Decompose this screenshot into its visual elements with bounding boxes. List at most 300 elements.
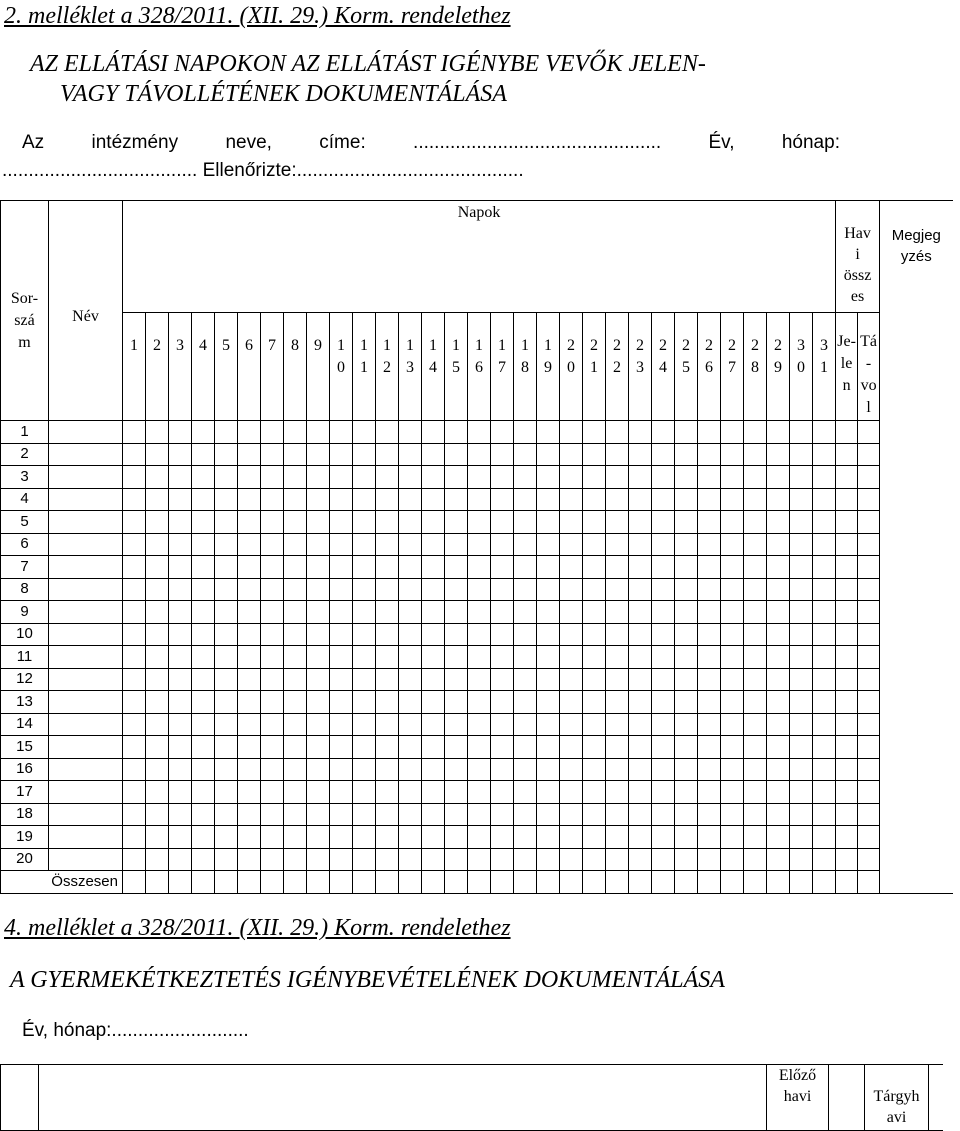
name-cell (49, 488, 123, 511)
attendance-cell (560, 848, 583, 871)
day-header-25: 2 5 (675, 313, 698, 421)
attendance-cell (169, 826, 192, 849)
attendance-cell (284, 578, 307, 601)
attendance-cell (307, 803, 330, 826)
year-month-label-honap: hónap: (781, 132, 840, 153)
attendance-cell (399, 578, 422, 601)
attendance-cell (583, 511, 606, 534)
attendance-cell (123, 421, 146, 444)
attendance-cell (537, 781, 560, 804)
attendance-cell (491, 443, 514, 466)
table-row (1, 488, 953, 511)
attendance-cell (238, 736, 261, 759)
attendance-cell (790, 443, 813, 466)
megjegyzes-column: Megjeg yzés (880, 201, 953, 894)
attendance-cell (491, 421, 514, 444)
attendance-cell (238, 691, 261, 714)
total-row (1, 871, 953, 894)
attendance-cell (445, 691, 468, 714)
attendance-cell (790, 646, 813, 669)
attendance-cell (445, 466, 468, 489)
attendance-cell (192, 623, 215, 646)
name-cell (49, 848, 123, 871)
attendance-cell (629, 803, 652, 826)
row-number: 12 (1, 668, 49, 691)
attendance-cell (238, 421, 261, 444)
attendance-cell (399, 466, 422, 489)
name-cell (49, 781, 123, 804)
attendance-cell (238, 646, 261, 669)
attendance-cell (376, 736, 399, 759)
attendance-cell (330, 443, 353, 466)
attendance-cell (146, 803, 169, 826)
attendance-cell (422, 443, 445, 466)
attendance-cell (146, 533, 169, 556)
attendance-cell (422, 646, 445, 669)
attendance-cell (307, 443, 330, 466)
attendance-cell (698, 758, 721, 781)
attendance-cell (284, 803, 307, 826)
attendance-cell (698, 623, 721, 646)
attendance-cell (721, 781, 744, 804)
attendance-cell (169, 578, 192, 601)
attendance-cell (744, 713, 767, 736)
attendance-cell (192, 466, 215, 489)
row-number: 14 (1, 713, 49, 736)
attendance-cell (813, 533, 836, 556)
attendance-cell (146, 713, 169, 736)
attendance-cell (813, 803, 836, 826)
attendance-cell (491, 556, 514, 579)
attendance-cell (330, 736, 353, 759)
attendance-cell (445, 803, 468, 826)
row-number: 15 (1, 736, 49, 759)
attendance-cell (698, 736, 721, 759)
attendance-cell (514, 848, 537, 871)
attendance-cell (514, 781, 537, 804)
attendance-cell (491, 713, 514, 736)
attendance-cell (813, 826, 836, 849)
attendance-cell (399, 623, 422, 646)
attendance-cell (284, 443, 307, 466)
day-header-2: 2 (146, 313, 169, 421)
attendance-cell (813, 848, 836, 871)
attendance-cell (169, 623, 192, 646)
attendance-cell (652, 578, 675, 601)
attendance-cell (560, 826, 583, 849)
attendance-cell (629, 578, 652, 601)
attendance-cell (261, 533, 284, 556)
attendance-cell (790, 781, 813, 804)
attendance-cell (629, 871, 652, 894)
attendance-cell (330, 781, 353, 804)
attendance-cell (307, 758, 330, 781)
attendance-cell (422, 691, 445, 714)
checked-line (2, 160, 524, 182)
attendance-cell (123, 511, 146, 534)
main-title-line-2: VAGY TÁVOLLÉTÉNEK DOKUMENTÁLÁSA (60, 81, 507, 107)
tavol-header: Tá - vo l (858, 313, 880, 421)
attendance-cell (629, 443, 652, 466)
attendance-cell (353, 646, 376, 669)
attendance-cell (307, 781, 330, 804)
attendance-cell (376, 601, 399, 624)
attendance-cell (721, 758, 744, 781)
attendance-cell (261, 578, 284, 601)
attendance-cell (238, 848, 261, 871)
attendance-cell (836, 848, 858, 871)
attendance-cell (583, 443, 606, 466)
table-row (1, 556, 953, 579)
attendance-cell (123, 443, 146, 466)
attendance-cell (445, 736, 468, 759)
attendance-cell (445, 443, 468, 466)
attendance-cell (744, 736, 767, 759)
attendance-cell (767, 871, 790, 894)
attendance-cell (836, 421, 858, 444)
attendance-cell (790, 758, 813, 781)
attendance-cell (767, 826, 790, 849)
attendance-cell (353, 623, 376, 646)
row-number: 11 (1, 646, 49, 669)
attendance-cell (721, 646, 744, 669)
attendance-cell (629, 511, 652, 534)
attendance-cell (353, 848, 376, 871)
attendance-cell (560, 533, 583, 556)
attendance-cell (858, 736, 880, 759)
attendance-cell (422, 871, 445, 894)
day-header-22: 2 2 (606, 313, 629, 421)
attendance-cell (790, 511, 813, 534)
attendance-cell (146, 736, 169, 759)
attendance-cell (284, 511, 307, 534)
attendance-cell (606, 466, 629, 489)
attendance-cell (813, 781, 836, 804)
attendance-cell (858, 533, 880, 556)
attendance-cell (675, 443, 698, 466)
name-cell (49, 556, 123, 579)
attendance-cell (422, 803, 445, 826)
day-header-24: 2 4 (652, 313, 675, 421)
attendance-cell (376, 646, 399, 669)
attendance-cell (307, 511, 330, 534)
attendance-cell (146, 758, 169, 781)
attendance-cell (790, 623, 813, 646)
attendance-cell (399, 443, 422, 466)
attendance-cell (836, 556, 858, 579)
attendance-cell (330, 646, 353, 669)
attendance-cell (123, 848, 146, 871)
attendance-cell (675, 871, 698, 894)
attendance-cell (468, 533, 491, 556)
attendance-cell (514, 578, 537, 601)
attendance-cell (468, 511, 491, 534)
table-row (1, 826, 953, 849)
attendance-cell (353, 691, 376, 714)
table-row (1, 713, 953, 736)
attendance-cell (583, 736, 606, 759)
attendance-cell (675, 668, 698, 691)
attendance-cell (836, 781, 858, 804)
attendance-cell (468, 736, 491, 759)
attendance-cell (629, 691, 652, 714)
attendance-cell (583, 668, 606, 691)
attendance-cell (192, 736, 215, 759)
attendance-cell (698, 443, 721, 466)
attendance-cell (261, 556, 284, 579)
row-number: 2 (1, 443, 49, 466)
attendance-cell (307, 578, 330, 601)
attendance-cell (721, 421, 744, 444)
attendance-cell (284, 668, 307, 691)
attendance-cell (307, 421, 330, 444)
attendance-cell (606, 556, 629, 579)
attendance-cell (767, 646, 790, 669)
checked-dots: ........................................... (296, 160, 524, 181)
attendance-cell (169, 421, 192, 444)
attendance-cell (652, 736, 675, 759)
attendance-cell (813, 646, 836, 669)
attendance-cell (192, 646, 215, 669)
attendance-cell (652, 623, 675, 646)
attendance-cell (790, 736, 813, 759)
attendance-cell (491, 623, 514, 646)
attendance-cell (169, 713, 192, 736)
attendance-cell (215, 646, 238, 669)
day-header-6: 6 (238, 313, 261, 421)
attendance-cell (744, 421, 767, 444)
attendance-cell (583, 578, 606, 601)
attendance-cell (652, 421, 675, 444)
attendance-cell (353, 781, 376, 804)
attendance-cell (675, 826, 698, 849)
attendance-cell (238, 601, 261, 624)
attendance-cell (238, 443, 261, 466)
attendance-cell (652, 758, 675, 781)
attendance-cell (767, 443, 790, 466)
table-row (1, 421, 953, 444)
attendance-cell (606, 803, 629, 826)
attendance-cell (652, 713, 675, 736)
attendance-cell (468, 848, 491, 871)
attendance-cell (468, 781, 491, 804)
attendance-cell (836, 623, 858, 646)
attendance-cell (123, 488, 146, 511)
attendance-cell (353, 556, 376, 579)
attendance-cell (238, 803, 261, 826)
attendance-cell (698, 511, 721, 534)
table-row (1, 668, 953, 691)
days-row (1, 313, 953, 421)
attendance-cell (560, 803, 583, 826)
attendance-cell (307, 713, 330, 736)
attendance-cell (560, 646, 583, 669)
attendance-cell (215, 601, 238, 624)
attendance-cell (675, 691, 698, 714)
table-row (1, 646, 953, 669)
attendance-cell (744, 623, 767, 646)
attendance-cell (721, 443, 744, 466)
attendance-cell (836, 601, 858, 624)
attendance-cell (192, 781, 215, 804)
attendance-cell (698, 691, 721, 714)
attendance-cell (858, 668, 880, 691)
attendance-cell (445, 556, 468, 579)
attendance-cell (491, 848, 514, 871)
attendance-cell (330, 848, 353, 871)
attendance-cell (537, 556, 560, 579)
attendance-cell (353, 713, 376, 736)
attendance-cell (629, 601, 652, 624)
attendance-cell (583, 713, 606, 736)
attendance-cell (192, 421, 215, 444)
attendance-cell (560, 578, 583, 601)
attendance-cell (836, 758, 858, 781)
attendance-cell (261, 668, 284, 691)
attendance-cell (445, 601, 468, 624)
attendance-cell (468, 758, 491, 781)
attendance-cell (123, 601, 146, 624)
row-number: 1 (1, 421, 49, 444)
attendance-cell (744, 443, 767, 466)
day-header-15: 1 5 (445, 313, 468, 421)
attendance-cell (445, 511, 468, 534)
attendance-cell (468, 578, 491, 601)
attendance-cell (813, 758, 836, 781)
attendance-cell (813, 736, 836, 759)
attendance-cell (330, 578, 353, 601)
attendance-cell (169, 466, 192, 489)
attendance-cell (629, 736, 652, 759)
attendance-cell (606, 781, 629, 804)
attendance-cell (146, 578, 169, 601)
attendance-cell (284, 826, 307, 849)
attendance-cell (422, 826, 445, 849)
attendance-cell (813, 713, 836, 736)
row-number: 13 (1, 691, 49, 714)
attendance-cell (307, 736, 330, 759)
attendance-cell (514, 803, 537, 826)
attendance-cell (422, 736, 445, 759)
attendance-cell (422, 601, 445, 624)
attendance-cell (698, 826, 721, 849)
attendance-cell (606, 421, 629, 444)
attendance-cell (537, 646, 560, 669)
attendance-cell (675, 713, 698, 736)
attendance-cell (146, 691, 169, 714)
attendance-cell (376, 758, 399, 781)
day-header-27: 2 7 (721, 313, 744, 421)
attendance-cell (146, 443, 169, 466)
attendance-cell (330, 871, 353, 894)
attendance-cell (491, 826, 514, 849)
attendance-cell (652, 803, 675, 826)
day-header-5: 5 (215, 313, 238, 421)
annex-4-elozo-havi: Előző havi (767, 1065, 829, 1131)
attendance-cell (169, 691, 192, 714)
attendance-cell (169, 758, 192, 781)
attendance-cell (606, 443, 629, 466)
attendance-cell (744, 466, 767, 489)
attendance-cell (261, 623, 284, 646)
attendance-cell (790, 668, 813, 691)
attendance-cell (744, 511, 767, 534)
attendance-cell (261, 421, 284, 444)
attendance-cell (629, 826, 652, 849)
attendance-cell (790, 556, 813, 579)
nev-header: Név (49, 201, 123, 421)
day-header-9: 9 (307, 313, 330, 421)
attendance-cell (123, 466, 146, 489)
attendance-cell (858, 758, 880, 781)
attendance-cell (606, 691, 629, 714)
row-number: 18 (1, 803, 49, 826)
attendance-cell (422, 848, 445, 871)
row-number: 8 (1, 578, 49, 601)
attendance-cell (307, 691, 330, 714)
attendance-cell (399, 758, 422, 781)
name-cell (49, 826, 123, 849)
attendance-cell (721, 556, 744, 579)
attendance-cell (215, 713, 238, 736)
attendance-cell (813, 443, 836, 466)
institution-label-az: Az (22, 132, 45, 153)
attendance-cell (790, 871, 813, 894)
attendance-cell (836, 803, 858, 826)
attendance-cell (330, 713, 353, 736)
attendance-cell (123, 826, 146, 849)
annex-4-table (0, 1064, 943, 1131)
attendance-cell (468, 466, 491, 489)
attendance-cell (537, 623, 560, 646)
row-number: 19 (1, 826, 49, 849)
attendance-cell (721, 466, 744, 489)
attendance-cell (445, 871, 468, 894)
attendance-cell (744, 646, 767, 669)
total-label: Összesen (1, 871, 123, 894)
attendance-cell (836, 488, 858, 511)
attendance-cell (790, 691, 813, 714)
attendance-cell (514, 421, 537, 444)
attendance-cell (583, 533, 606, 556)
attendance-cell (353, 803, 376, 826)
attendance-cell (376, 488, 399, 511)
attendance-cell (238, 758, 261, 781)
day-header-3: 3 (169, 313, 192, 421)
attendance-cell (376, 421, 399, 444)
institution-dots: ............................................... (413, 132, 662, 153)
attendance-cell (399, 803, 422, 826)
attendance-cell (238, 556, 261, 579)
attendance-cell (422, 713, 445, 736)
attendance-cell (422, 488, 445, 511)
attendance-cell (790, 578, 813, 601)
table-row (1, 848, 953, 871)
attendance-cell (767, 758, 790, 781)
attendance-cell (675, 466, 698, 489)
attendance-cell (767, 511, 790, 534)
attendance-cell (675, 781, 698, 804)
institution-label-neve: neve, (225, 132, 272, 153)
attendance-cell (376, 871, 399, 894)
name-cell (49, 713, 123, 736)
attendance-cell (698, 646, 721, 669)
attendance-cell (468, 826, 491, 849)
attendance-cell (192, 601, 215, 624)
attendance-cell (514, 758, 537, 781)
attendance-cell (652, 646, 675, 669)
attendance-cell (238, 578, 261, 601)
